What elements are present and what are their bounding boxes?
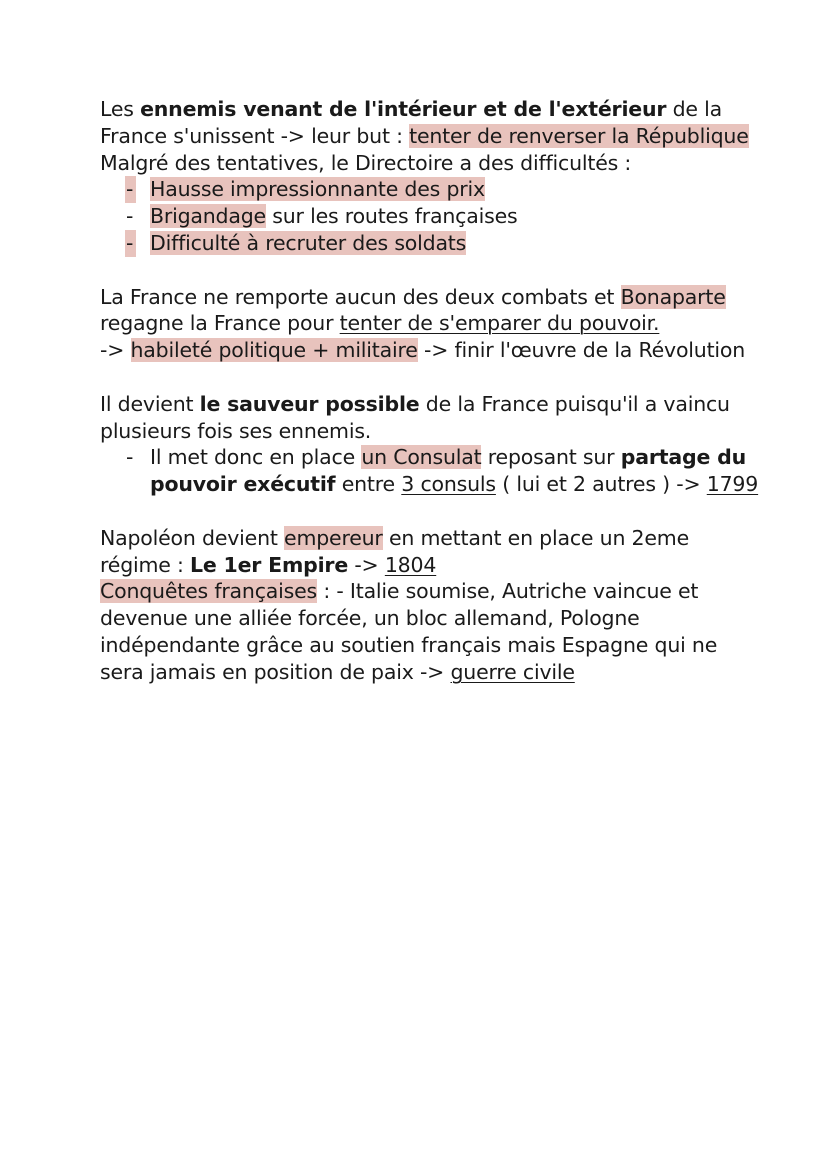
- underlined-text: guerre civile: [450, 659, 575, 684]
- text: ->: [348, 552, 385, 577]
- paragraph-directoire: [100, 150, 760, 177]
- text: Les: [100, 97, 141, 121]
- paragraph-napoleon: [100, 525, 760, 579]
- highlighted-text: tenter de renverser la République: [409, 123, 749, 148]
- bold-text: Le 1er Empire: [190, 552, 349, 577]
- spacer: [100, 257, 760, 284]
- bold-text: ennemis venant de l'intérieur et de l'extérieur: [140, 97, 667, 121]
- list-item: [100, 444, 760, 498]
- text: La France ne remporte aucun des deux combats et: [100, 284, 621, 309]
- text: en mettant en place un 2eme régime :: [100, 525, 689, 577]
- text: de la France puisqu'il a vaincu plusieurs fois ses ennemis.: [100, 391, 730, 443]
- paragraph-sauveur: [100, 391, 760, 445]
- spacer: [100, 498, 760, 525]
- text: entre: [335, 472, 402, 497]
- highlighted-text: Conquêtes françaises: [100, 579, 318, 604]
- consulat-list: [100, 444, 760, 498]
- text: reposant sur: [481, 445, 621, 470]
- paragraph-enemies: [100, 96, 760, 150]
- text: ->: [100, 338, 131, 363]
- text: ( lui et 2 autres ) ->: [495, 472, 707, 497]
- list-item: [100, 176, 760, 203]
- text: regagne la France pour: [100, 311, 340, 336]
- text: -> finir l'œuvre de la Révolution: [417, 338, 746, 363]
- dash-bullet: -: [126, 445, 134, 470]
- text: Il met donc en place: [150, 445, 362, 470]
- underlined-text: 1799: [706, 472, 759, 497]
- list-item: [100, 203, 760, 230]
- highlighted-text: Bonaparte: [620, 284, 726, 309]
- highlighted-text: un Consulat: [361, 445, 482, 470]
- underlined-text: 3 consuls: [401, 472, 496, 497]
- paragraph-conquetes: [100, 578, 760, 685]
- paragraph-bonaparte: [100, 284, 760, 338]
- spacer: [100, 364, 760, 391]
- notes-page: [100, 96, 760, 686]
- highlighted-text: Brigandage: [150, 204, 266, 229]
- text: de la France s'unissent -> leur but :: [100, 97, 722, 148]
- highlighted-text: empereur: [284, 525, 383, 550]
- underlined-text: 1804: [384, 552, 437, 577]
- dash-bullet: -: [126, 204, 134, 229]
- highlighted-text: Difficulté à recruter des soldats: [150, 230, 467, 255]
- paragraph-habilete: [100, 337, 760, 364]
- text: Malgré des tentatives, le Directoire a des difficultés :: [100, 150, 632, 175]
- highlighted-text: habileté politique + militaire: [130, 338, 418, 363]
- difficulties-list: [100, 176, 760, 256]
- text: : - Italie soumise, Autriche vaincue et devenue une alliée forcée, un bloc allemand, Pologne indépendante grâce au soutien français mais Espagne qui ne sera jamais en position de paix ->: [100, 579, 718, 684]
- bold-text: partage du pouvoir exécutif: [150, 445, 746, 497]
- dash-bullet: -: [125, 176, 136, 203]
- underlined-text: tenter de s'emparer du pouvoir.: [339, 311, 660, 336]
- bold-text: le sauveur possible: [199, 391, 420, 416]
- dash-bullet: -: [125, 230, 136, 257]
- list-item: [100, 230, 760, 257]
- highlighted-text: Hausse impressionnante des prix: [150, 177, 485, 202]
- text: Napoléon devient: [100, 525, 285, 550]
- text: sur les routes françaises: [265, 204, 518, 229]
- text: Il devient: [100, 391, 200, 416]
